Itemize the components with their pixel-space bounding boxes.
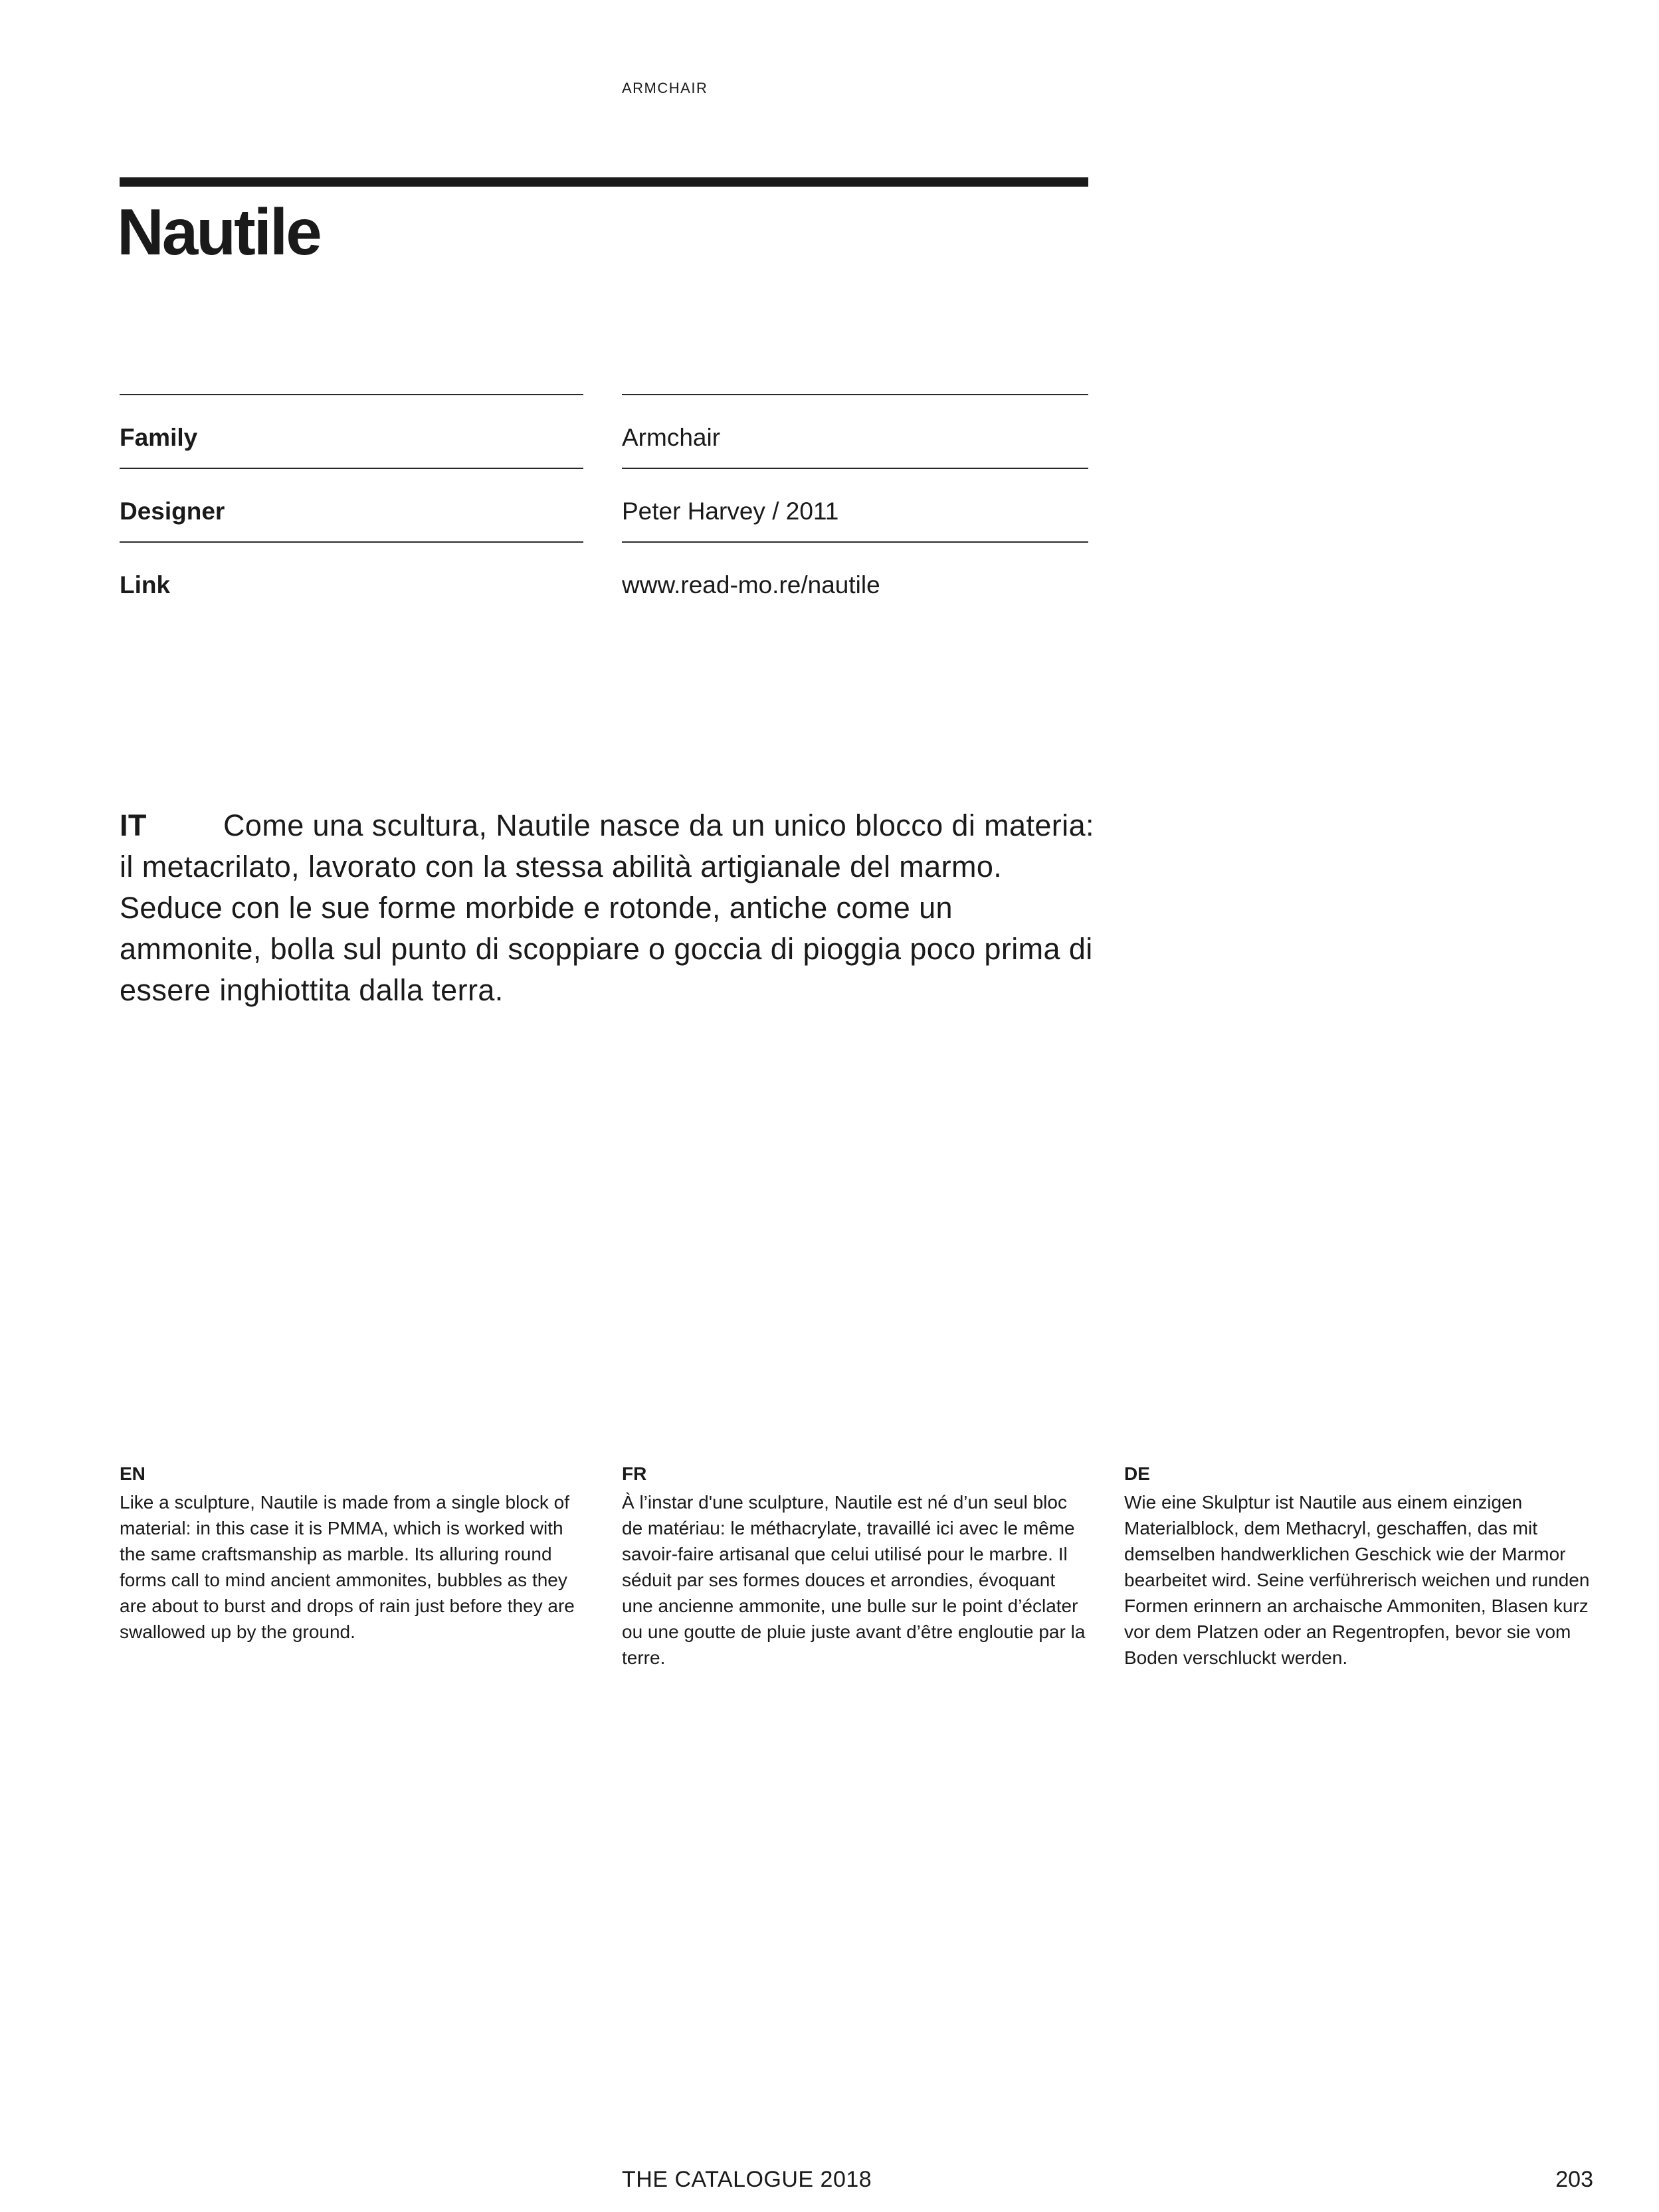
description-it-text: Come una scultura, Nautile nasce da un unico blocco di materia: il metacrilato, lavorato con la stessa abilità artigianale del marmo. Seduce con le sue forme morbide e rotonde, antiche come un ammonite, bolla sul punto di scoppiare o goccia di pioggia poco prima di essere inghiottita dalla terra. (120, 808, 1094, 1007)
spec-label-designer: Designer (120, 468, 583, 541)
translation-text-en: Like a sculpture, Nautile is made from a single block of material: in this case it is PMMA, which is worked with the same craftsmanship as marble. Its alluring round forms call to mind ancient ammonites, bubbles as they are about to burst and drops of rain just before they are swallowed up by the ground. (120, 1492, 575, 1642)
footer-catalogue-title: THE CATALOGUE 2018 (622, 2167, 872, 2192)
spec-value-family: Armchair (622, 394, 1088, 468)
lang-tag-fr: FR (622, 1463, 647, 1484)
lang-tag-en: EN (120, 1463, 146, 1484)
spec-value-designer: Peter Harvey / 2011 (622, 468, 1088, 541)
title-rule (120, 177, 1088, 187)
lang-tag-it: IT (120, 808, 147, 842)
description-italian (120, 805, 1096, 1011)
spec-label-link: Link (120, 541, 583, 621)
translation-column-fr (622, 1461, 1091, 1671)
specs-table (120, 394, 1088, 621)
spec-row-designer (120, 468, 1088, 541)
translation-column-en (120, 1461, 589, 1645)
translation-text-de: Wie eine Skulptur ist Nautile aus einem einzigen Materialblock, dem Methacryl, geschaffen, das mit demselben handwerklichen Geschick wie der Marmor bearbeitet wird. Seine verführerisch weichen und runden Formen erinnern an archaische Ammoniten, Blasen kurz vor dem Platzen oder an Regentropfen, bevor sie vom Boden verschluckt werden. (1124, 1492, 1590, 1668)
page-title: Nautile (117, 195, 320, 268)
spec-row-family (120, 394, 1088, 468)
lang-tag-de: DE (1124, 1463, 1150, 1484)
translation-text-fr: À l’instar d'une sculpture, Nautile est né d’un seul bloc de matériau: le méthacrylate, travaillé ici avec le même savoir-faire artisanal que celui utilisé pour le marbre. Il séduit par ses formes douces et arrondies, évoquant une ancienne ammonite, une bulle sur le point d’éclater ou une goutte de pluie juste avant d’être engloutie par la terre. (622, 1492, 1086, 1668)
spec-label-family: Family (120, 394, 583, 468)
category-label: ARMCHAIR (622, 80, 708, 96)
spec-row-link (120, 541, 1088, 621)
spec-value-link-url[interactable]: www.read-mo.re/nautile (622, 541, 1088, 621)
translation-column-de (1124, 1461, 1593, 1671)
footer-page-number: 203 (1555, 2167, 1593, 2192)
